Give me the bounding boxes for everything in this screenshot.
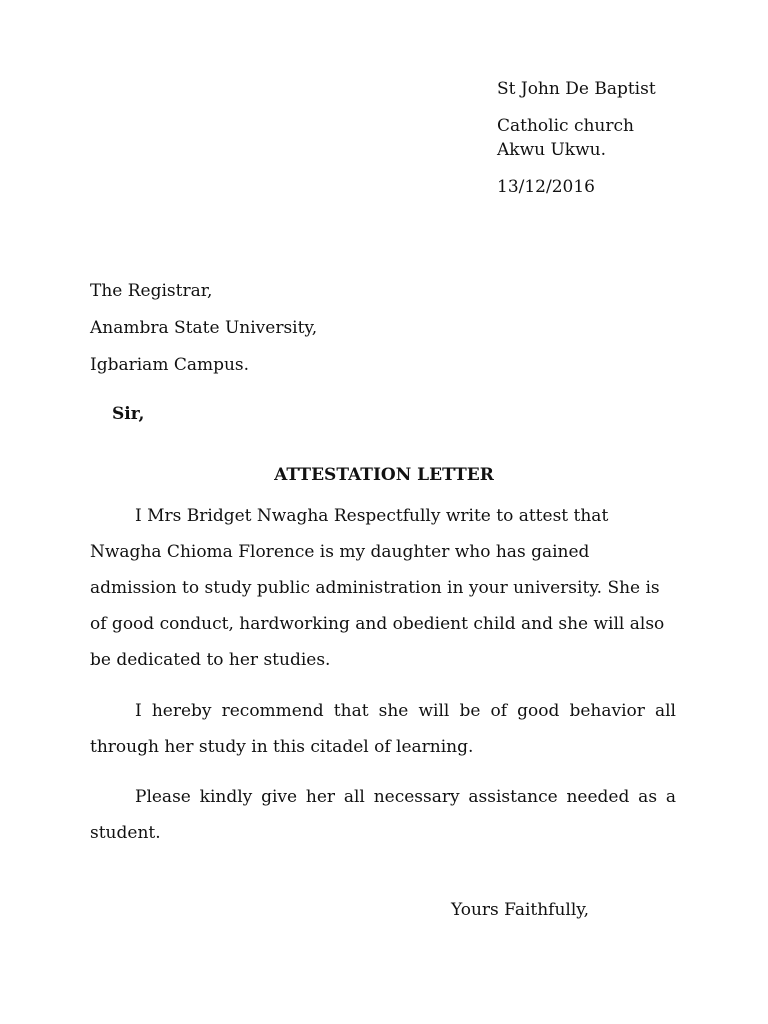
- body-paragraph-3: Please kindly give her all necessary assistance needed as a student.: [90, 787, 676, 843]
- body-paragraph-1: I Mrs Bridget Nwagha Respectfully write to attest that Nwagha Chioma Florence is my daughter who has gained admission to study public administration in your university. She is of good conduct, hardworking and obedient child and she will also be dedicated to her studies.: [90, 506, 665, 670]
- letter-title: ATTESTATION LETTER: [274, 465, 494, 485]
- recipient-line-1: The Registrar,: [90, 281, 213, 301]
- sender-address-line-3: Akwu Ukwu.: [497, 140, 607, 160]
- sender-address-line-2: Catholic church: [497, 116, 634, 136]
- sender-address-line-1: St John De Baptist: [497, 79, 656, 99]
- recipient-line-3: Igbariam Campus.: [90, 355, 250, 375]
- letter-date: 13/12/2016: [497, 177, 595, 197]
- closing: Yours Faithfully,: [451, 900, 590, 920]
- salutation: Sir,: [112, 404, 145, 424]
- recipient-line-2: Anambra State University,: [90, 318, 318, 338]
- body-paragraph-2: I hereby recommend that she will be of good behavior all through her study in this citadel of learning.: [90, 701, 676, 757]
